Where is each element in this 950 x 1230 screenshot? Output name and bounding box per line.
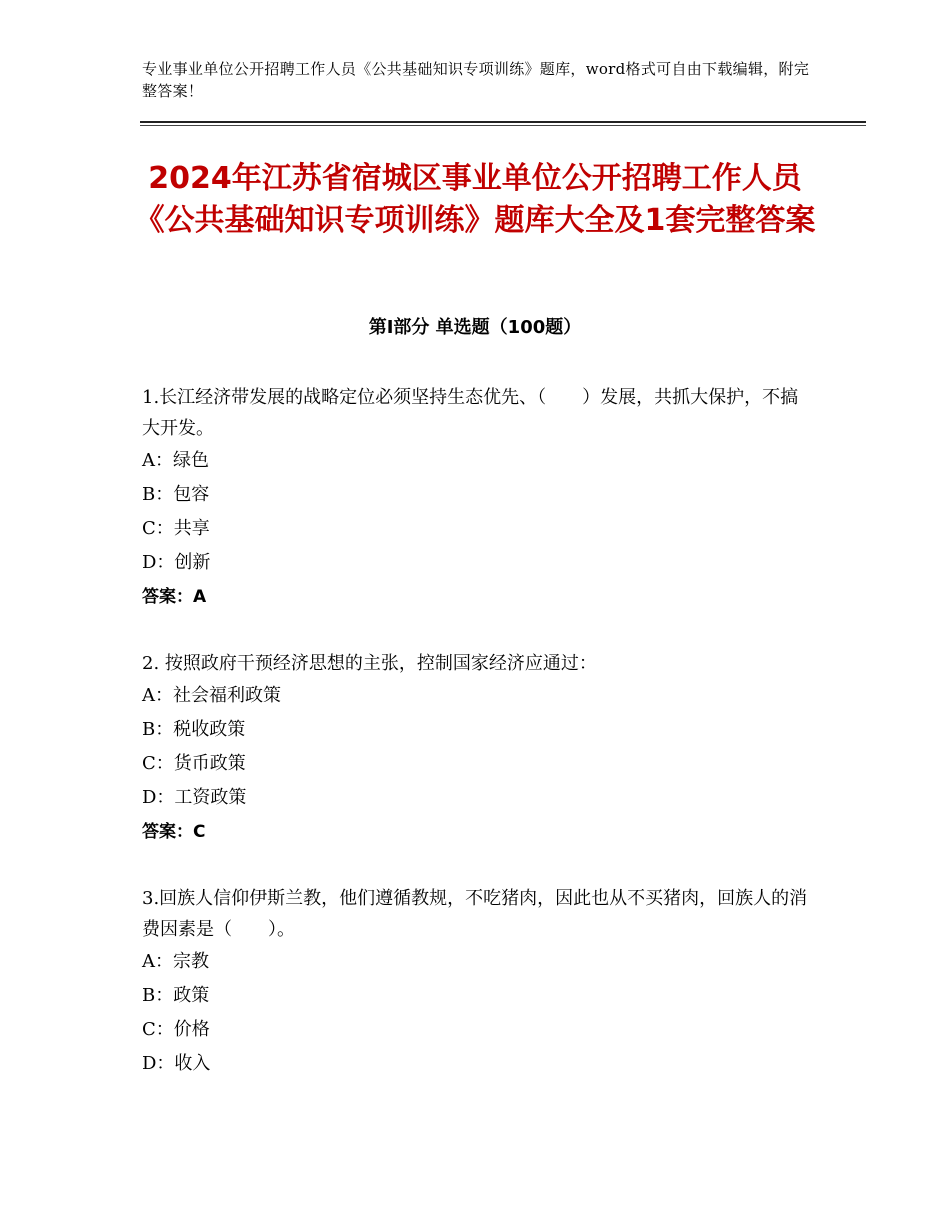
option-b: B：税收政策 xyxy=(142,719,246,740)
section-heading: 第Ⅰ部分 单选题（100题） xyxy=(368,317,582,338)
question-1 xyxy=(142,382,810,614)
header-rule-thin xyxy=(140,125,866,126)
option-c: C：货币政策 xyxy=(142,753,246,774)
answer: 答案：C xyxy=(142,822,206,842)
option-a: A：绿色 xyxy=(142,450,209,471)
document-title: 2024年江苏省宿城区事业单位公开招聘工作人员《公共基础知识专项训练》题库大全及1套完整答案 xyxy=(134,161,816,238)
question-2 xyxy=(142,648,810,849)
option-b: B：政策 xyxy=(142,985,210,1006)
question-list xyxy=(142,382,810,1115)
option-d: D：创新 xyxy=(142,552,211,573)
option-d: D：工资政策 xyxy=(142,787,247,808)
answer: 答案：A xyxy=(142,587,207,607)
header-rule-thick xyxy=(140,121,866,123)
option-d: D：收入 xyxy=(142,1053,211,1074)
question-stem: 3.回族人信仰伊斯兰教，他们遵循教规，不吃猪肉，因此也从不买猪肉，回族人的消费因素是（ ）。 xyxy=(142,888,808,940)
option-b: B：包容 xyxy=(142,484,210,505)
option-c: C：共享 xyxy=(142,518,210,539)
option-a: A：社会福利政策 xyxy=(142,685,281,706)
question-3 xyxy=(142,883,810,1081)
question-stem: 2. 按照政府干预经济思想的主张，控制国家经济应通过： xyxy=(142,653,597,674)
question-stem: 1.长江经济带发展的战略定位必须坚持生态优先、（ ）发展，共抓大保护，不搞大开发。 xyxy=(142,387,799,439)
option-c: C：价格 xyxy=(142,1019,210,1040)
option-a: A：宗教 xyxy=(142,951,209,972)
header-note: 专业事业单位公开招聘工作人员《公共基础知识专项训练》题库，word格式可自由下载编辑，附完整答案！ xyxy=(142,60,810,100)
